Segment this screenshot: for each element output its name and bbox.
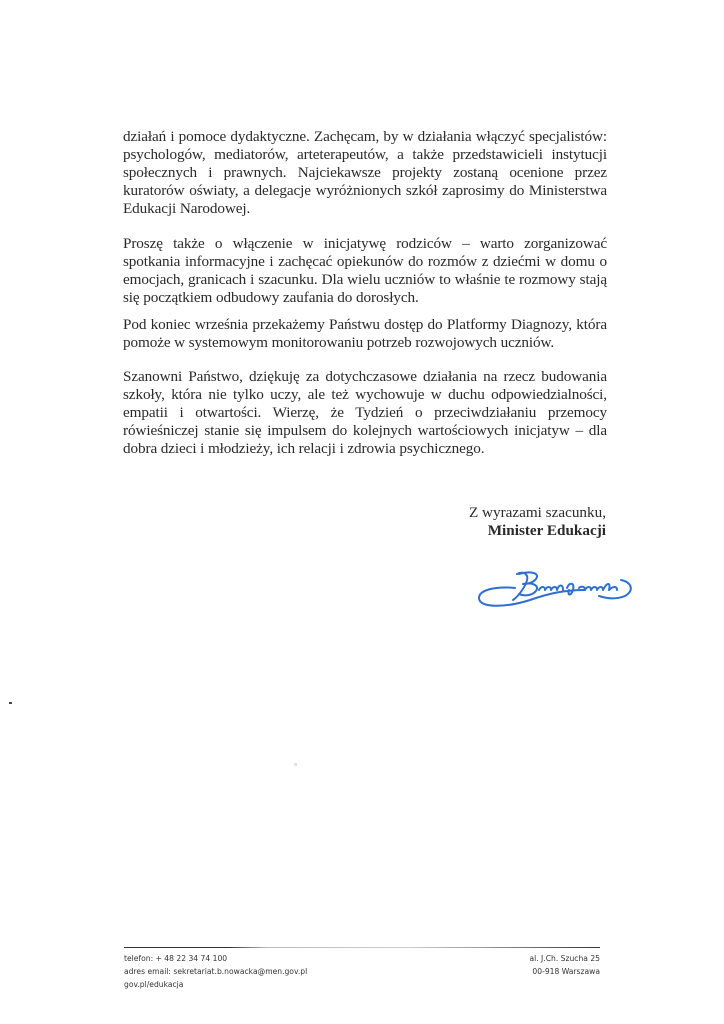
letter-body (123, 128, 607, 218)
letter-body (123, 316, 607, 352)
footer-divider (124, 947, 600, 948)
signature-icon (475, 560, 645, 620)
closing-block (469, 504, 606, 540)
scan-artifact (9, 702, 12, 704)
footer-email: adres email: sekretariat.b.nowacka@men.gov.pl (124, 967, 308, 976)
signatory-title: Minister Edukacji (487, 522, 606, 539)
paragraph-thanks: Szanowni Państwo, dziękuję za dotychczasowe działania na rzecz budowania szkoły, która nie tylko uczy, ale też wychowuje w duchu odpowiedzialności, empatii i otwartości. Wierzę, że Tydzień o przeciwdziałaniu przemocy rówieśniczej stanie się impulsem do kolejnych wartościowych inicjatyw – dla dobra dzieci i młodzieży, ich relacji i zdrowia psychicznego. (123, 368, 607, 457)
paragraph-platform: Pod koniec września przekażemy Państwu dostęp do Platformy Diagnozy, która pomoże w systemowym monitorowaniu potrzeb rozwojowych uczniów. (123, 316, 607, 351)
scan-artifact (294, 763, 297, 766)
footer-street: al. J.Ch. Szucha 25 (529, 954, 600, 963)
footer-website: gov.pl/edukacja (124, 980, 184, 989)
closing-salutation: Z wyrazami szacunku, (468, 504, 606, 521)
letter-body (123, 235, 607, 307)
paragraph-specialists: działań i pomoce dydaktyczne. Zachęcam, by w działania włączyć specjalistów: psychologów, mediatorów, arteterapeutów, a także przedstawicieli instytucji społecznych i prawnych. Najciekawsze projekty zostaną ocenione przez kuratorów oświaty, a delegacje wyróżnionych szkół zaprosimy do Ministerstwa Edukacji Narodowej. (123, 128, 607, 217)
footer-city: 00-918 Warszawa (532, 967, 600, 976)
letter-body (123, 368, 607, 458)
footer-phone: telefon: + 48 22 34 74 100 (124, 954, 228, 963)
paragraph-parents: Proszę także o włączenie w inicjatywę rodziców – warto zorganizować spotkania informacyjne i zachęcać opiekunów do rozmów z dziećmi w domu o emocjach, granicach i szacunku. Dla wielu uczniów to właśnie te rozmowy stają się początkiem odbudowy zaufania do dorosłych. (123, 235, 607, 306)
footer-address (529, 952, 600, 978)
footer-contact (124, 952, 307, 991)
